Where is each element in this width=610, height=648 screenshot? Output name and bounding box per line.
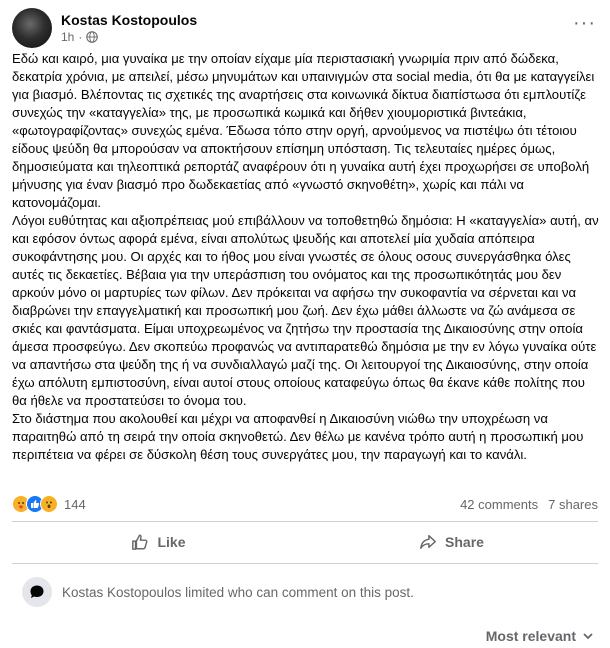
post-subline [61, 29, 197, 45]
comments-limited-text: Kostas Kostopoulos limited who can comment on this post. [62, 584, 414, 600]
chevron-down-icon [582, 630, 594, 642]
post-actions [12, 525, 598, 559]
post-paragraph-1: Εδώ και καιρό, μια γυναίκα με την οποίαν είχαμε μία περιστασιακή γνωριμία πριν από δώδεκα, δεκατρία χρόνια, με απειλεί, μέσω μηνυμάτων και υπαινιγμών στα social media, ότι θα με καταγγείλει για βιασμό. Βλέποντας τις σχετικές της αναρτήσεις στα κοινωνικά δίκτυα διαπίστωσα ότι εμπλουτίζε συνεχώς την «καταγγελία» της, με προσωπικά κωμικά και δήθεν χιουμοριστικά βιντεάκια, «φωτογραφίζοντας» συνεχώς εμένα. Έδωσα τόπο στην οργή, αρνούμενος να πιστέψω ότι τέτοιου είδους ψεύδη θα μπορούσαν να αποκτήσουν επίσημη υπόσταση. Τις τελευταίες ημέρες όμως, δημοσιεύματα και τηλεοπτικά ρεπορτάζ αναφέρουν ότι η γυναίκα αυτή έχει προχωρήσει σε υποβολή μήνυσης για έναν βιασμό προ δωδεκαετίας από «γνωστό σκηνοθέτη», χωρίς και πάλι να κατονομάζομαι. [12, 51, 595, 210]
post-paragraph-2: Λόγοι ευθύτητας και αξιοπρέπειας μού επιβάλλουν να τοποθετηθώ δημόσια: Η «καταγγελία» αυτή, αν και εφόσον όντως αφορά εμένα, είναι απολύτως ψευδής και αποτελεί μία χυδαία απόπειρα συκοφάντησης μου. Οι αρχές και το ήθος μου είναι γνωστές σε όλους οσους συνεργάσθηκα όλες αυτές τις δεκαετίες. Βέβαια για την υπεράσπιση του ονόματος και της προσωπικότητάς μου δεν αρκούν μόνο οι μαρτυρίες των φίλων. Δεν πρόκειται να αφήσω την συκοφαντία να σέρνεται και να διαβρώνει την επαγγελματική και προσωπική μου ζωή. Δεν έχω μάθει άλλωστε να ζώ ανάμεσα σε σκιές και φαντάσματα. Είμαι υποχρεωμένος να ζητήσω την προστασία της Δικαιοσύνης στην οποία άμεσα προσφεύγω. Δεν σκοπεύω προφανώς να αντιπαρατεθώ δημόσια με την εν λόγω γυναίκα ούτε να απαντήσω στα ψεύδη της ή να συνδιαλλαγώ μαζί της. Οι λειτουργοί της Δικαιοσύνης, στην οποία έχω απόλυτη εμπιστοσύνη, είναι αυτοί στους οποίους καταφεύγω όπως θα έκανε κάθε πολίτης που θα ήθελε να προστατεύσει το όνομα του. [12, 213, 599, 408]
like-label: Like [157, 534, 186, 550]
speech-bubble-icon [22, 577, 52, 607]
divider [12, 563, 598, 564]
post-time[interactable]: 1h [61, 30, 75, 44]
comments-count[interactable]: 42 comments [460, 496, 539, 512]
reaction-count: 144 [64, 496, 86, 512]
author-name[interactable]: Kostas Kostopoulos [61, 12, 198, 28]
reaction-summary[interactable] [12, 495, 86, 513]
engagement-counts [460, 497, 598, 512]
thumbs-up-icon [131, 533, 149, 551]
share-label: Share [445, 534, 484, 550]
divider [12, 521, 598, 522]
post-meta [61, 11, 197, 45]
sort-label: Most relevant [485, 628, 576, 644]
avatar[interactable] [12, 8, 52, 48]
post-stats [12, 493, 598, 515]
separator-dot: · [78, 30, 83, 44]
globe-icon[interactable] [86, 31, 98, 43]
post-paragraph-3: Στο διάστημα που ακολουθεί και μέχρι να αποφανθεί η Δικαιοσύνη νιώθω την υποχρέωση να παραιτηθώ από τη σειρά την οποία σκηνοθετώ. Δεν θέλω με κανένα τρόπο αυτή η προσωπική μου περιπέτεια να φέρει σε δύσκολη θέση τους συνεργάτες μου, την παραγωγή και το κανάλι. [12, 411, 584, 462]
share-arrow-icon [419, 533, 437, 551]
post-body [12, 50, 600, 464]
comment-sort-dropdown[interactable] [486, 628, 594, 644]
share-button[interactable] [305, 525, 598, 559]
post-header [12, 8, 197, 48]
comments-limited-notice [22, 577, 414, 607]
shares-count[interactable]: 7 shares [548, 496, 598, 512]
more-options-icon[interactable]: ··· [573, 12, 596, 34]
wow-icon [40, 495, 58, 513]
like-button[interactable] [12, 525, 305, 559]
